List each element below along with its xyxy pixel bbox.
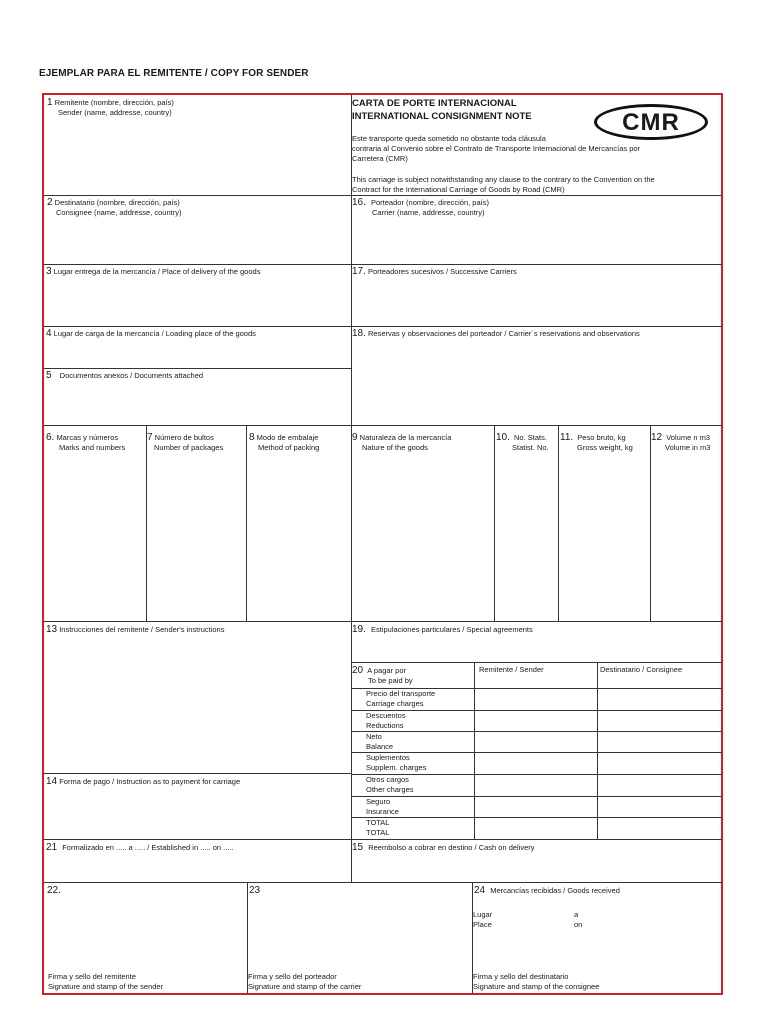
payment-col-consignee: Destinatario / Consignee — [600, 665, 683, 674]
box-label: Estipulaciones particulares / Special agreements — [371, 625, 533, 634]
box-number: 14 — [46, 776, 58, 787]
box-3-delivery-place[interactable] — [46, 267, 260, 277]
grid-line — [494, 425, 495, 621]
box-23-carrier-signature[interactable] — [249, 886, 260, 896]
box-20-to-be-paid-by — [352, 666, 413, 686]
box-number: 22. — [47, 885, 61, 896]
payment-grid-line — [351, 710, 722, 711]
box-label: Lugar entrega de la mercancía / Place of delivery of the goods — [53, 267, 261, 276]
box-label: Instrucciones del remitente / Sender's instructions — [59, 625, 225, 634]
box-number: 8 — [249, 432, 255, 443]
box-16-carrier[interactable] — [352, 198, 489, 218]
box-label: Porteadores sucesivos / Successive Carriers — [368, 267, 517, 276]
legal-text-es-3: Carretera (CMR) — [352, 154, 408, 163]
box-number: 3 — [46, 266, 52, 277]
box-6-marks[interactable] — [46, 433, 125, 453]
box-label: Porteador (nombre, dirección, país) — [371, 198, 489, 207]
box-1-sender[interactable] — [47, 98, 174, 118]
legal-text-es-2: contraria al Convenio sobre el Contrato de Transporte Internacional de Mercancías por — [352, 144, 641, 153]
box-15-cash-on-delivery[interactable] — [352, 843, 535, 853]
box-9-nature[interactable] — [352, 433, 451, 453]
box-number: 21 — [46, 842, 58, 853]
box-number: 2 — [47, 197, 53, 208]
payment-row-label: Descuentos Reductions — [366, 711, 406, 730]
box-number: 5 — [46, 370, 52, 381]
box-label: Forma de pago / Instruction as to payment for carriage — [59, 777, 241, 786]
cmr-logo: CMR — [594, 104, 708, 140]
box-21-established[interactable] — [46, 843, 234, 853]
box-label-en: Gross weight, kg — [577, 443, 633, 452]
copy-label: EJEMPLAR PARA EL REMITENTE / COPY FOR SENDER — [39, 68, 309, 79]
date-label: a on — [574, 910, 583, 929]
box-number: 16. — [352, 197, 366, 208]
box-4-loading-place[interactable] — [46, 329, 256, 339]
grid-line — [558, 425, 559, 621]
box-number: 19. — [352, 624, 366, 635]
box-label-en: Nature of the goods — [362, 443, 428, 452]
box-label: Reservas y observaciones del porteador / Carrier´s reservations and observations — [368, 329, 640, 338]
payment-row-label: Seguro Insurance — [366, 797, 399, 816]
box-number: 13 — [46, 624, 58, 635]
grid-line — [351, 425, 352, 882]
box-24-goods-received[interactable] — [474, 886, 620, 896]
payment-row-label: TOTAL TOTAL — [366, 818, 390, 837]
place-label: Lugar Place — [473, 910, 493, 929]
box-number: 23 — [249, 885, 261, 896]
payment-cell[interactable] — [598, 689, 721, 709]
box-22-sender-signature[interactable] — [47, 886, 61, 896]
box-label: Número de bultos — [154, 433, 214, 442]
box-12-volume[interactable] — [651, 433, 710, 453]
box-number: 6. — [46, 432, 55, 443]
box-number: 7 — [147, 432, 153, 443]
payment-grid-line — [351, 817, 722, 818]
box-number: 1 — [47, 97, 53, 108]
box-label-en: Sender (name, addresse, country) — [58, 108, 172, 117]
box-label: Lugar de carga de la mercancía / Loading place of the goods — [53, 329, 256, 338]
box-label-en: Carrier (name, addresse, country) — [372, 208, 485, 217]
box-17-successive-carriers[interactable] — [352, 267, 517, 277]
sender-signature-label: Firma y sello del remitente Signature and stamp of the sender — [48, 972, 164, 991]
grid-line — [650, 425, 651, 621]
box-label-en: Number of packages — [154, 443, 224, 452]
title-en: INTERNATIONAL CONSIGNMENT NOTE — [352, 111, 532, 122]
box-label: Peso bruto, kg — [577, 433, 626, 442]
grid-line — [246, 425, 247, 621]
payment-cell[interactable] — [475, 689, 596, 709]
box-number: 20 — [352, 665, 364, 676]
box-number: 11. — [560, 432, 574, 443]
box-label: Documentos anexos / Documents attached — [59, 371, 204, 380]
box-13-instructions[interactable] — [46, 625, 224, 635]
box-label: Modo de embalaje — [256, 433, 319, 442]
box-label: Marcas y números — [56, 433, 119, 442]
box-label: No. Stats. — [514, 433, 547, 442]
box-10-statist[interactable] — [496, 433, 549, 453]
box-number: 4 — [46, 328, 52, 339]
box-label: A pagar por — [367, 666, 406, 675]
grid-line — [44, 326, 722, 327]
box-14-payment-instruction[interactable] — [46, 777, 240, 787]
grid-line — [44, 264, 722, 265]
carrier-signature-label: Firma y sello del porteador Signature and stamp of the carrier — [248, 972, 362, 991]
box-number: 12 — [651, 432, 663, 443]
box-label-en: Consignee (name, addresse, country) — [56, 208, 182, 217]
box-number: 9 — [352, 432, 358, 443]
box-2-consignee[interactable] — [47, 198, 181, 218]
legal-text-en-2: Contract for the International Carriage of Goods by Road (CMR) — [352, 185, 565, 194]
grid-line — [146, 425, 147, 621]
legal-text-en-1: This carriage is subject notwithstanding any clause to the contrary to the Convention on the — [352, 175, 655, 184]
box-label-en: Method of packing — [258, 443, 320, 452]
payment-row-label: Otros cargos Other charges — [366, 775, 414, 794]
box-11-weight[interactable] — [560, 433, 633, 453]
box-label: Formalizado en ..... a ..... / Established in ..... on ..... — [62, 843, 234, 852]
box-5-documents[interactable] — [46, 371, 203, 381]
grid-line — [44, 621, 722, 622]
consignee-signature-label: Firma y sello del destinatario Signature and stamp of the consignee — [473, 972, 600, 991]
box-number: 18. — [352, 328, 366, 339]
grid-line — [44, 839, 722, 840]
box-7-packages[interactable] — [147, 433, 223, 453]
form-frame — [42, 93, 723, 995]
payment-col-sender: Remitente / Sender — [479, 665, 544, 674]
box-label: Mercancías recibidas / Goods received — [490, 886, 620, 895]
payment-row-label: Neto Balance — [366, 732, 394, 751]
box-number: 10. — [496, 432, 510, 443]
box-label-en: To be paid by — [368, 676, 413, 685]
box-label-en: Statist. No. — [512, 443, 549, 452]
grid-line — [44, 368, 351, 369]
box-label: Remitente (nombre, dirección, país) — [54, 98, 174, 107]
box-8-packing[interactable] — [249, 433, 319, 453]
payment-row-label: Suplementos Supplem. charges — [366, 753, 427, 772]
box-label: Naturaleza de la mercancía — [359, 433, 452, 442]
payment-grid-line — [351, 796, 722, 797]
box-label-en: Marks and numbers — [59, 443, 126, 452]
grid-line — [351, 662, 722, 663]
grid-line — [44, 773, 351, 774]
box-label-en: Volume in m3 — [665, 443, 711, 452]
box-number: 15 — [352, 842, 364, 853]
legal-text-es-1: Este transporte queda sometido no obstante toda cláusula — [352, 134, 546, 143]
grid-line — [44, 195, 722, 196]
box-19-special-agreements[interactable] — [352, 625, 533, 635]
box-label: Destinatario (nombre, dirección, país) — [54, 198, 180, 207]
grid-line — [44, 882, 722, 883]
title-es: CARTA DE PORTE INTERNACIONAL — [352, 98, 517, 109]
box-label: Volume n m3 — [666, 433, 710, 442]
box-18-reservations[interactable] — [352, 329, 640, 339]
box-label: Reembolso a cobrar en destino / Cash on delivery — [368, 843, 535, 852]
box-number: 17. — [352, 266, 366, 277]
box-number: 24 — [474, 885, 486, 896]
payment-grid-line — [351, 731, 722, 732]
payment-row-label: Precio del transporte Carriage charges — [366, 689, 436, 708]
